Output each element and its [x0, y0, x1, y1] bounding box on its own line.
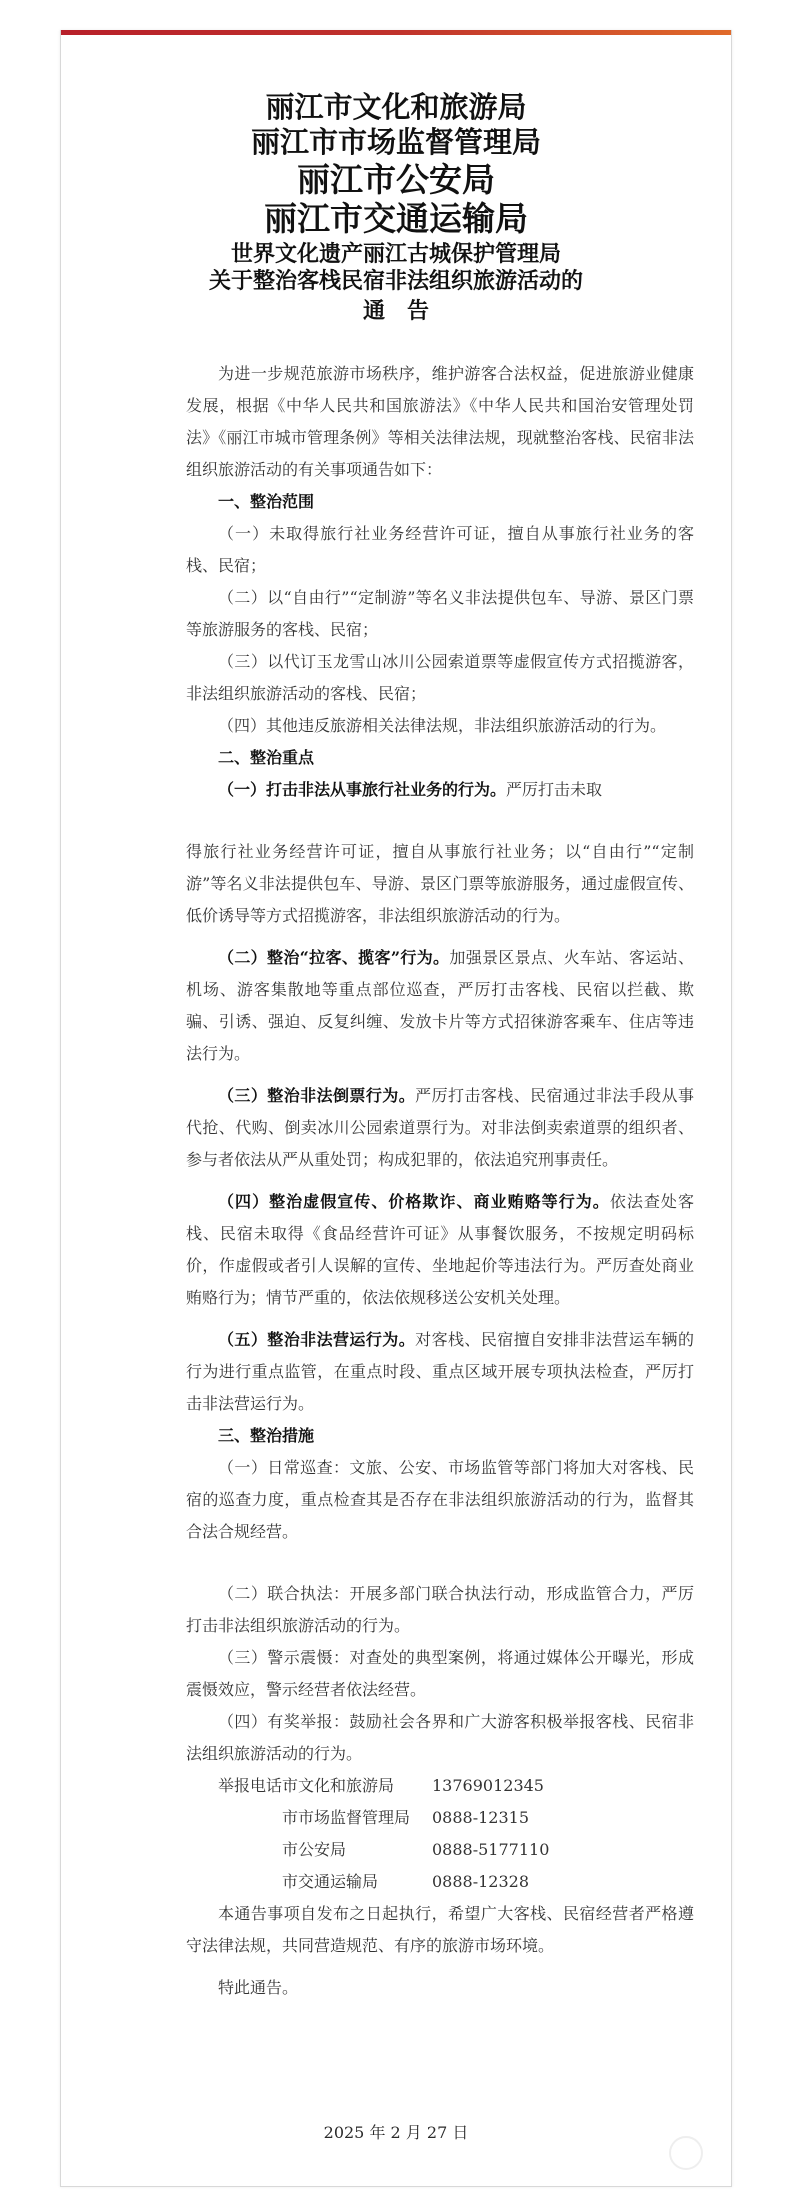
- issue-date: 2025 年 2 月 27 日: [323, 2123, 469, 2142]
- top-accent-bar: [61, 30, 731, 35]
- document-subtitle: 通告: [362, 297, 451, 324]
- section-heading: 一、整治范围: [218, 492, 315, 511]
- hotline-phone: 13769012345: [432, 1776, 544, 1795]
- item-lead: （四）整治虚假宣传、价格欺诈、商业贿赂等行为。: [218, 1192, 610, 1211]
- list-item: （二）以“自由行”“定制游”等名义非法提供包车、导游、景区门票等旅游服务的客栈、民宿；: [186, 588, 694, 639]
- hotline-phone: 0888-5177110: [432, 1840, 550, 1859]
- document-body: [186, 358, 694, 2004]
- hotline-list: [186, 1770, 694, 1898]
- hotline-department: 市文化和旅游局: [282, 1776, 395, 1795]
- hotline-phone: 0888-12315: [432, 1808, 530, 1827]
- list-item: （一）日常巡查：文旅、公安、市场监管等部门将加大对客栈、民宿的巡查力度，重点检查其是否存在非法组织旅游活动的行为，监督其合法合规经营。: [186, 1458, 694, 1541]
- document-page: [60, 30, 732, 2187]
- hotline-row: [186, 1770, 694, 1802]
- watermark-logo: [669, 2136, 703, 2170]
- hotline-phone: 0888-12328: [432, 1872, 530, 1891]
- list-item: （四）有奖举报：鼓励社会各界和广大游客积极举报客栈、民宿非法组织旅游活动的行为。: [186, 1712, 694, 1763]
- agency-name: 丽江市公安局: [297, 159, 495, 199]
- agency-name: 丽江市交通运输局: [264, 199, 528, 239]
- item-text: 严厉打击客栈、民宿通过非法手段从事代抢、代购、倒卖冰川公园索道票行为。对非法倒卖索道票的组织者、参与者依法从严从重处罚；构成犯罪的，依法追究刑事责任。: [186, 1086, 694, 1169]
- agency-name: 丽江市市场监督管理局: [250, 124, 541, 159]
- list-item: [186, 1080, 694, 1176]
- list-item: [186, 1324, 694, 1420]
- item-lead: （一）打击非法从事旅行社业务的行为。: [218, 780, 507, 799]
- agency-name: 丽江市文化和旅游局: [265, 90, 527, 124]
- agency-name: 世界文化遗产丽江古城保护管理局: [230, 240, 561, 267]
- watermark-icon: [669, 2136, 703, 2170]
- hotline-department: 市交通运输局: [282, 1872, 379, 1891]
- list-item-continued: 得旅行社业务经营许可证，擅自从事旅行社业务；以“自由行”“定制游”等名义非法提供包车、导游、景区门票等旅游服务，通过虚假宣传、低价诱导等方式招揽游客，非法组织旅游活动的行为。: [186, 842, 694, 925]
- list-item: （三）警示震慑：对查处的典型案例，将通过媒体公开曝光，形成震慑效应，警示经营者依法经营。: [186, 1648, 694, 1699]
- list-item: （二）联合执法：开展多部门联合执法行动，形成监管合力，严厉打击非法组织旅游活动的行为。: [186, 1584, 694, 1635]
- item-lead: （五）整治非法营运行为。: [218, 1330, 416, 1349]
- intro-paragraph: 为进一步规范旅游市场秩序，维护游客合法权益，促进旅游业健康发展，根据《中华人民共和国旅游法》《中华人民共和国治安管理处罚法》《丽江市城市管理条例》等相关法律法规，现就整治客栈、民宿非法组织旅游活动的有关事项通告如下：: [186, 364, 694, 479]
- hotline-department: 市市场监督管理局: [282, 1808, 411, 1827]
- item-lead: （二）整治“拉客、揽客”行为。: [218, 948, 450, 967]
- list-item: （四）其他违反旅游相关法律法规，非法组织旅游活动的行为。: [218, 716, 667, 735]
- item-text: 依法查处客栈、民宿未取得《食品经营许可证》从事餐饮服务，不按规定明码标价，作虚假或者引人误解的宣传、坐地起价等违法行为。严厉查处商业贿赂行为；情节严重的，依法依规移送公安机关处理。: [186, 1192, 694, 1307]
- list-item: （三）以代订玉龙雪山冰川公园索道票等虚假宣传方式招揽游客，非法组织旅游活动的客栈、民宿；: [186, 652, 694, 703]
- hotline-row: [186, 1866, 694, 1898]
- item-lead: （三）整治非法倒票行为。: [218, 1086, 416, 1105]
- list-item: [186, 942, 694, 1070]
- document-header: [61, 90, 731, 327]
- item-text: 严厉打击未取: [506, 780, 603, 799]
- hotline-department: 市公安局: [282, 1840, 347, 1859]
- list-item: [186, 1186, 694, 1314]
- document-title: 关于整治客栈民宿非法组织旅游活动的: [208, 268, 583, 295]
- hotline-row: [186, 1802, 694, 1834]
- section-heading: 二、整治重点: [218, 748, 315, 767]
- section-heading: 三、整治措施: [218, 1426, 315, 1445]
- item-text: 对客栈、民宿擅自安排非法营运车辆的行为进行重点监管，在重点时段、重点区域开展专项执法检查，严厉打击非法营运行为。: [186, 1330, 694, 1413]
- closing-paragraph: 本通告事项自发布之日起执行，希望广大客栈、民宿经营者严格遵守法律法规，共同营造规范、有序的旅游市场环境。: [186, 1904, 694, 1955]
- list-item: （一）未取得旅行社业务经营许可证，擅自从事旅行社业务的客栈、民宿；: [186, 524, 694, 575]
- hotline-label: 举报电话：: [218, 1776, 299, 1795]
- hotline-row: [186, 1834, 694, 1866]
- item-text: 加强景区景点、火车站、客运站、机场、游客集散地等重点部位巡查，严厉打击客栈、民宿以拦截、欺骗、引诱、强迫、反复纠缠、发放卡片等方式招徕游客乘车、住店等违法行为。: [186, 948, 694, 1063]
- notice-end: 特此通告。: [218, 1978, 299, 1997]
- list-item: [186, 774, 694, 806]
